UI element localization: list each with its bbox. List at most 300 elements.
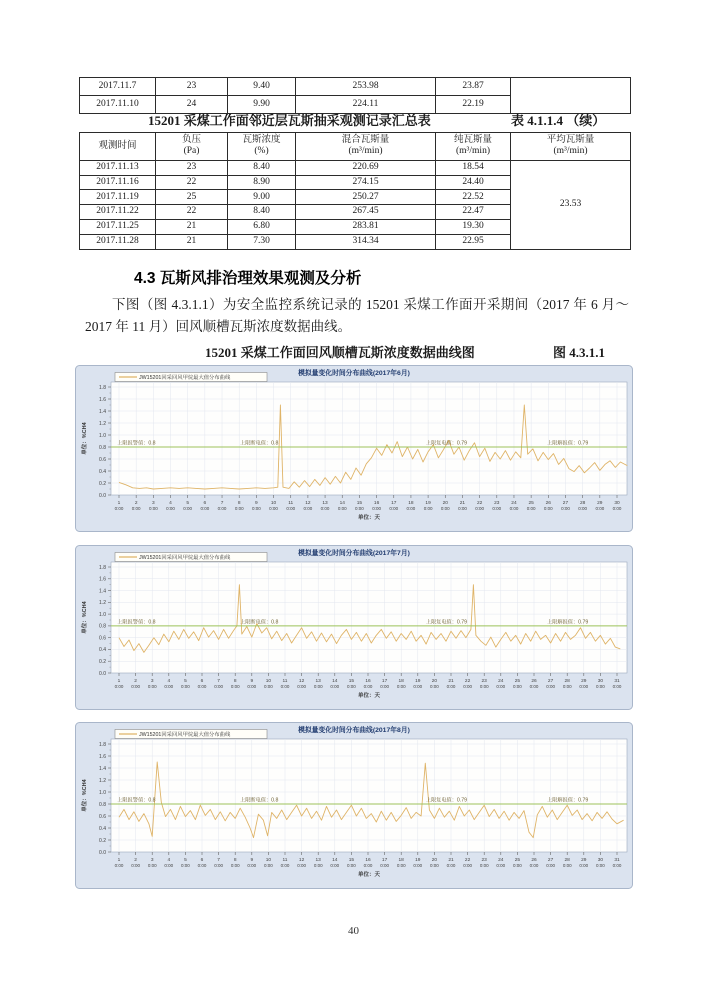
summary-table <box>79 132 631 250</box>
svg-text:1.4: 1.4 <box>99 588 106 595</box>
svg-text:1.2: 1.2 <box>99 777 106 784</box>
svg-text:0:00: 0:00 <box>200 506 210 511</box>
chart-august <box>75 722 633 889</box>
svg-text:0:00: 0:00 <box>217 506 227 511</box>
svg-text:0:00: 0:00 <box>230 684 240 689</box>
table-cell: 25 <box>156 190 228 205</box>
svg-text:4: 4 <box>167 679 171 684</box>
table-cell: 2017.11.19 <box>80 190 156 205</box>
continuation-table-body <box>80 78 631 114</box>
svg-text:0:00: 0:00 <box>114 506 124 511</box>
svg-text:24: 24 <box>511 501 517 506</box>
svg-text:22: 22 <box>476 501 483 506</box>
svg-text:0:00: 0:00 <box>509 506 519 511</box>
svg-text:0:00: 0:00 <box>413 863 423 868</box>
table-cell: 23 <box>156 160 228 175</box>
table-cell: 18.54 <box>436 160 511 175</box>
continuation-table <box>79 77 631 114</box>
svg-text:0:00: 0:00 <box>147 684 157 689</box>
svg-text:0:00: 0:00 <box>214 684 223 689</box>
svg-text:1: 1 <box>117 679 121 684</box>
svg-text:0:00: 0:00 <box>595 506 605 511</box>
table-cell: 22 <box>156 175 228 190</box>
svg-text:25: 25 <box>514 858 521 863</box>
svg-text:0:00: 0:00 <box>251 506 261 511</box>
table-cell: 220.69 <box>296 160 436 175</box>
summary-table-head <box>80 133 631 161</box>
svg-text:1.0: 1.0 <box>99 789 106 796</box>
svg-text:0:00: 0:00 <box>269 506 278 511</box>
table-cell: 21 <box>156 234 228 249</box>
svg-text:19: 19 <box>415 858 421 863</box>
svg-text:0:00: 0:00 <box>147 863 157 868</box>
merged-average-cell: 23.53 <box>511 160 631 249</box>
svg-text:11: 11 <box>288 501 294 506</box>
svg-text:12: 12 <box>298 858 305 863</box>
svg-text:0:00: 0:00 <box>458 506 467 511</box>
svg-text:0:00: 0:00 <box>479 684 489 689</box>
svg-text:0:00: 0:00 <box>596 684 605 689</box>
threshold-annotation: 上限解报值：0.79 <box>547 440 589 447</box>
svg-text:0:00: 0:00 <box>380 863 389 868</box>
svg-text:8: 8 <box>233 858 237 863</box>
svg-text:20: 20 <box>442 501 448 506</box>
svg-text:31: 31 <box>614 858 620 863</box>
svg-text:0:00: 0:00 <box>423 506 433 511</box>
svg-text:0:00: 0:00 <box>430 684 439 689</box>
svg-text:30: 30 <box>597 679 604 684</box>
x-axis-label: 单位：天 <box>357 872 381 878</box>
table-cell: 314.34 <box>296 234 436 249</box>
svg-text:25: 25 <box>528 501 534 506</box>
svg-text:24: 24 <box>498 858 504 863</box>
svg-text:0:00: 0:00 <box>148 506 158 511</box>
svg-text:0:00: 0:00 <box>496 684 506 689</box>
svg-text:0:00: 0:00 <box>561 506 570 511</box>
table-cell: 22 <box>156 205 228 220</box>
table-cell: 224.11 <box>296 96 436 114</box>
svg-text:0:00: 0:00 <box>396 684 406 689</box>
svg-text:16: 16 <box>373 501 380 506</box>
svg-text:26: 26 <box>545 501 551 506</box>
merged-average-cell <box>511 78 631 114</box>
svg-text:18: 18 <box>398 858 404 863</box>
table-cell: 22.52 <box>436 190 511 205</box>
svg-text:13: 13 <box>315 858 321 863</box>
svg-text:21: 21 <box>459 501 466 506</box>
svg-text:0.2: 0.2 <box>99 837 106 844</box>
svg-text:17: 17 <box>381 858 388 863</box>
svg-text:0:00: 0:00 <box>406 506 416 511</box>
svg-text:0:00: 0:00 <box>513 863 522 868</box>
table-cell: 22.95 <box>436 234 511 249</box>
svg-text:0:00: 0:00 <box>372 506 381 511</box>
svg-text:0:00: 0:00 <box>214 863 223 868</box>
svg-text:0:00: 0:00 <box>330 863 340 868</box>
svg-text:1.4: 1.4 <box>99 765 106 772</box>
table-cell: 23 <box>156 78 228 96</box>
svg-text:13: 13 <box>322 501 328 506</box>
svg-text:28: 28 <box>564 858 570 863</box>
threshold-annotation: 上限复电值：0.79 <box>425 440 467 447</box>
svg-text:0:00: 0:00 <box>562 684 572 689</box>
svg-text:0:00: 0:00 <box>280 863 290 868</box>
svg-text:0:00: 0:00 <box>496 863 506 868</box>
table-cell: 24 <box>156 96 228 114</box>
y-axis-label: 单位：%CH4 <box>82 779 88 812</box>
svg-text:30: 30 <box>597 858 604 863</box>
svg-text:3: 3 <box>152 501 155 506</box>
svg-text:0:00: 0:00 <box>389 506 399 511</box>
col-header-pressure: 负压 (Pa) <box>156 133 228 161</box>
svg-text:0:00: 0:00 <box>396 863 406 868</box>
svg-text:29: 29 <box>581 858 587 863</box>
table-cell: 9.90 <box>228 96 296 114</box>
svg-text:1.6: 1.6 <box>99 576 106 583</box>
summary-table-body <box>80 160 631 249</box>
table-cell: 21 <box>156 219 228 234</box>
svg-text:0.0: 0.0 <box>99 849 106 856</box>
table-title-row <box>79 110 630 130</box>
svg-text:0:00: 0:00 <box>330 684 340 689</box>
threshold-annotation: 上限报警值：0.8 <box>117 797 156 804</box>
svg-text:0.8: 0.8 <box>99 444 106 451</box>
svg-text:1: 1 <box>117 501 121 506</box>
svg-text:1.8: 1.8 <box>99 741 106 748</box>
svg-text:0:00: 0:00 <box>181 684 190 689</box>
col-header-average: 平均瓦斯量 (m³/min) <box>511 133 631 161</box>
threshold-annotation: 上限报警值：0.8 <box>117 440 156 447</box>
svg-text:0:00: 0:00 <box>612 863 622 868</box>
threshold-annotation: 上限解报值：0.79 <box>547 619 589 626</box>
y-axis-label: 单位：%CH4 <box>82 601 88 634</box>
svg-text:0:00: 0:00 <box>380 684 389 689</box>
svg-text:7: 7 <box>217 858 220 863</box>
table-cell: 274.15 <box>296 175 436 190</box>
table-cell: 267.45 <box>296 205 436 220</box>
chart-title: 模拟量变化时间分布曲线(2017年8月) <box>298 727 410 734</box>
svg-text:27: 27 <box>547 679 554 684</box>
svg-text:28: 28 <box>579 501 586 506</box>
svg-text:26: 26 <box>531 679 537 684</box>
svg-text:0:00: 0:00 <box>475 506 485 511</box>
svg-text:0:00: 0:00 <box>546 863 555 868</box>
table-cell: 2017.11.7 <box>80 78 156 96</box>
table-cell: 2017.11.28 <box>80 234 156 249</box>
svg-text:14: 14 <box>332 858 338 863</box>
table-cell: 2017.11.10 <box>80 96 156 114</box>
svg-text:0:00: 0:00 <box>579 863 589 868</box>
svg-text:0:00: 0:00 <box>313 684 323 689</box>
figure-number-tag: 图 4.3.1.1 <box>553 345 606 360</box>
svg-text:0:00: 0:00 <box>131 506 141 511</box>
svg-text:0:00: 0:00 <box>313 863 323 868</box>
svg-text:0:00: 0:00 <box>264 684 273 689</box>
svg-text:0:00: 0:00 <box>164 684 174 689</box>
svg-text:14: 14 <box>339 501 345 506</box>
svg-text:0:00: 0:00 <box>413 684 423 689</box>
threshold-annotation: 上限断电值：0.8 <box>240 797 279 804</box>
svg-text:0:00: 0:00 <box>297 684 306 689</box>
chart-title: 模拟量变化时间分布曲线(2017年7月) <box>298 550 410 557</box>
svg-text:20: 20 <box>431 679 438 684</box>
svg-text:0:00: 0:00 <box>479 863 489 868</box>
svg-text:18: 18 <box>398 679 404 684</box>
svg-text:1: 1 <box>117 858 121 863</box>
section-heading: 4.3 瓦斯风排治理效果观测及分析 <box>134 270 362 287</box>
svg-text:0.8: 0.8 <box>99 801 106 808</box>
svg-text:17: 17 <box>391 501 397 506</box>
svg-text:8: 8 <box>233 679 237 684</box>
chart-title: 模拟量变化时间分布曲线(2017年6月) <box>298 370 410 377</box>
table-cell: 19.30 <box>436 219 511 234</box>
svg-text:1.2: 1.2 <box>99 420 106 427</box>
svg-text:0:00: 0:00 <box>347 863 356 868</box>
svg-text:9: 9 <box>250 858 254 863</box>
svg-text:7: 7 <box>220 501 224 506</box>
svg-text:25: 25 <box>514 679 521 684</box>
table-cell: 24.40 <box>436 175 511 190</box>
svg-text:0:00: 0:00 <box>513 684 522 689</box>
legend-label: JW15201回采回风甲烷最大值分布曲线 <box>139 555 231 561</box>
threshold-annotation: 上限复电值：0.79 <box>425 619 467 626</box>
table-cell: 8.90 <box>228 175 296 190</box>
svg-text:0:00: 0:00 <box>183 506 193 511</box>
threshold-annotation: 上限报警值：0.8 <box>117 619 156 626</box>
svg-text:23: 23 <box>481 858 487 863</box>
table-cell: 9.40 <box>228 78 296 96</box>
svg-text:0:00: 0:00 <box>280 684 290 689</box>
svg-text:24: 24 <box>498 679 504 684</box>
svg-text:5: 5 <box>184 679 187 684</box>
svg-text:6: 6 <box>203 501 207 506</box>
svg-text:0:00: 0:00 <box>264 863 273 868</box>
table-cell: 8.40 <box>228 160 296 175</box>
svg-text:23: 23 <box>494 501 500 506</box>
table-cell: 250.27 <box>296 190 436 205</box>
svg-text:0:00: 0:00 <box>286 506 296 511</box>
page-number: 40 <box>348 925 359 937</box>
svg-text:0:00: 0:00 <box>234 506 244 511</box>
svg-text:1.6: 1.6 <box>99 753 106 760</box>
svg-text:13: 13 <box>315 679 321 684</box>
svg-text:6: 6 <box>200 679 204 684</box>
svg-text:15: 15 <box>348 679 355 684</box>
svg-text:0.0: 0.0 <box>99 492 106 499</box>
svg-text:0:00: 0:00 <box>492 506 502 511</box>
threshold-annotation: 上限断电值：0.8 <box>240 619 279 626</box>
table-cell: 22.47 <box>436 205 511 220</box>
svg-text:12: 12 <box>298 679 305 684</box>
svg-text:19: 19 <box>425 501 431 506</box>
svg-text:0.2: 0.2 <box>99 659 106 666</box>
svg-text:0:00: 0:00 <box>526 506 536 511</box>
svg-text:9: 9 <box>250 679 254 684</box>
body-paragraph: 下图（图 4.3.1.1）为安全监控系统记录的 15201 采煤工作面开采期间（2017 年 6 月～2017 年 11 月）回风顺槽瓦斯浓度数据曲线。 <box>85 297 629 334</box>
legend-label: JW15201回采回风甲烷最大值分布曲线 <box>139 375 231 381</box>
threshold-annotation: 上限断电值：0.8 <box>240 440 279 447</box>
svg-text:18: 18 <box>408 501 414 506</box>
svg-text:0:00: 0:00 <box>131 684 140 689</box>
svg-text:3: 3 <box>150 858 154 863</box>
svg-text:4: 4 <box>167 858 171 863</box>
table-number-tag: 表 4.1.1.4 （续） <box>511 113 606 128</box>
table-cell: 22.19 <box>436 96 511 114</box>
svg-text:0:00: 0:00 <box>114 684 124 689</box>
table-title: 15201 采煤工作面邻近层瓦斯抽采观测记录汇总表 <box>148 113 431 128</box>
legend-label: JW15201回采回风甲烷最大值分布曲线 <box>139 732 231 738</box>
svg-text:0:00: 0:00 <box>320 506 330 511</box>
svg-text:0:00: 0:00 <box>230 863 240 868</box>
chart-july <box>75 545 633 710</box>
table-cell: 7.30 <box>228 234 296 249</box>
svg-text:16: 16 <box>365 679 371 684</box>
svg-text:0:00: 0:00 <box>166 506 175 511</box>
svg-text:5: 5 <box>184 858 187 863</box>
svg-text:0:00: 0:00 <box>355 506 364 511</box>
svg-text:0:00: 0:00 <box>529 684 539 689</box>
col-header-time: 观测时间 <box>80 133 156 161</box>
svg-text:11: 11 <box>282 679 288 684</box>
svg-text:0:00: 0:00 <box>337 506 347 511</box>
svg-text:22: 22 <box>464 679 471 684</box>
svg-text:0.6: 0.6 <box>99 456 106 463</box>
svg-text:0:00: 0:00 <box>363 863 373 868</box>
figure-caption: 15201 采煤工作面回风顺槽瓦斯浓度数据曲线图 <box>205 345 475 360</box>
chart-june <box>75 365 633 532</box>
svg-text:7: 7 <box>217 679 220 684</box>
svg-text:0:00: 0:00 <box>197 863 207 868</box>
svg-text:1.8: 1.8 <box>99 384 106 391</box>
svg-text:0.2: 0.2 <box>99 480 106 487</box>
table-cell: 23.87 <box>436 78 511 96</box>
svg-text:0.0: 0.0 <box>99 670 106 677</box>
svg-text:28: 28 <box>564 679 570 684</box>
svg-text:27: 27 <box>547 858 554 863</box>
svg-text:0.4: 0.4 <box>99 468 106 475</box>
svg-text:0:00: 0:00 <box>247 863 257 868</box>
threshold-annotation: 上限复电值：0.79 <box>425 797 467 804</box>
svg-text:20: 20 <box>431 858 438 863</box>
svg-text:15: 15 <box>348 858 355 863</box>
svg-text:0:00: 0:00 <box>440 506 450 511</box>
svg-text:0:00: 0:00 <box>430 863 439 868</box>
svg-text:22: 22 <box>464 858 471 863</box>
svg-text:8: 8 <box>237 501 241 506</box>
col-header-concentration: 瓦斯浓度 (%) <box>228 133 296 161</box>
svg-text:30: 30 <box>614 501 620 506</box>
svg-text:9: 9 <box>255 501 258 506</box>
svg-text:0:00: 0:00 <box>363 684 373 689</box>
table-cell: 2017.11.25 <box>80 219 156 234</box>
col-header-pure-flow: 纯瓦斯量 (m³/min) <box>436 133 511 161</box>
svg-text:0:00: 0:00 <box>612 506 622 511</box>
x-axis-label: 单位：天 <box>357 515 381 521</box>
svg-text:21: 21 <box>448 679 454 684</box>
svg-text:1.0: 1.0 <box>99 432 106 439</box>
table-cell: 2017.11.22 <box>80 205 156 220</box>
svg-text:27: 27 <box>562 501 569 506</box>
svg-text:21: 21 <box>448 858 454 863</box>
svg-text:0:00: 0:00 <box>578 506 588 511</box>
svg-text:0:00: 0:00 <box>114 863 124 868</box>
svg-text:1.0: 1.0 <box>99 611 106 618</box>
svg-text:0:00: 0:00 <box>446 863 456 868</box>
svg-text:2: 2 <box>134 858 137 863</box>
col-header-mixed-flow: 混合瓦斯量 (m³/min) <box>296 133 436 161</box>
svg-text:10: 10 <box>265 679 272 684</box>
svg-text:1.8: 1.8 <box>99 564 106 571</box>
svg-text:23: 23 <box>481 679 487 684</box>
svg-text:0:00: 0:00 <box>463 863 472 868</box>
table-cell: 6.80 <box>228 219 296 234</box>
table-cell: 8.40 <box>228 205 296 220</box>
svg-text:0.4: 0.4 <box>99 825 106 832</box>
svg-text:0:00: 0:00 <box>347 684 356 689</box>
svg-text:0.4: 0.4 <box>99 647 106 654</box>
svg-text:0:00: 0:00 <box>247 684 257 689</box>
svg-text:17: 17 <box>381 679 388 684</box>
svg-text:29: 29 <box>597 501 603 506</box>
threshold-annotation: 上限解报值：0.79 <box>547 797 589 804</box>
table-cell: 2017.11.13 <box>80 160 156 175</box>
svg-text:1.6: 1.6 <box>99 396 106 403</box>
svg-text:4: 4 <box>169 501 172 506</box>
svg-text:10: 10 <box>270 501 277 506</box>
svg-text:11: 11 <box>282 858 288 863</box>
svg-text:2: 2 <box>134 501 138 506</box>
table-cell: 2017.11.16 <box>80 175 156 190</box>
svg-text:10: 10 <box>265 858 272 863</box>
svg-text:0:00: 0:00 <box>463 684 472 689</box>
svg-text:19: 19 <box>415 679 421 684</box>
svg-text:0:00: 0:00 <box>131 863 140 868</box>
svg-text:26: 26 <box>531 858 537 863</box>
svg-text:5: 5 <box>186 501 190 506</box>
svg-text:12: 12 <box>305 501 311 506</box>
header-row <box>80 133 631 161</box>
svg-text:0:00: 0:00 <box>579 684 589 689</box>
svg-text:0:00: 0:00 <box>197 684 207 689</box>
table-cell: 283.81 <box>296 219 436 234</box>
y-axis-label: 单位：%CH4 <box>82 422 88 455</box>
svg-text:0:00: 0:00 <box>181 863 190 868</box>
svg-text:16: 16 <box>365 858 371 863</box>
svg-text:0.8: 0.8 <box>99 623 106 630</box>
svg-text:0:00: 0:00 <box>596 863 605 868</box>
svg-text:0:00: 0:00 <box>529 863 539 868</box>
table-row <box>80 160 631 175</box>
svg-text:0:00: 0:00 <box>303 506 313 511</box>
x-axis-label: 单位：天 <box>357 693 381 699</box>
svg-text:0:00: 0:00 <box>543 506 553 511</box>
figure-caption-row <box>0 342 707 360</box>
svg-text:0.6: 0.6 <box>99 813 106 820</box>
svg-text:0:00: 0:00 <box>446 684 456 689</box>
svg-text:1.4: 1.4 <box>99 408 106 415</box>
table-cell: 9.00 <box>228 190 296 205</box>
table-cell: 253.98 <box>296 78 436 96</box>
svg-text:6: 6 <box>200 858 204 863</box>
svg-text:0:00: 0:00 <box>297 863 306 868</box>
svg-text:31: 31 <box>614 679 620 684</box>
svg-text:3: 3 <box>150 679 154 684</box>
svg-text:2: 2 <box>134 679 137 684</box>
svg-text:0.6: 0.6 <box>99 635 106 642</box>
svg-text:0:00: 0:00 <box>612 684 622 689</box>
svg-text:1.2: 1.2 <box>99 600 106 607</box>
svg-text:0:00: 0:00 <box>164 863 174 868</box>
